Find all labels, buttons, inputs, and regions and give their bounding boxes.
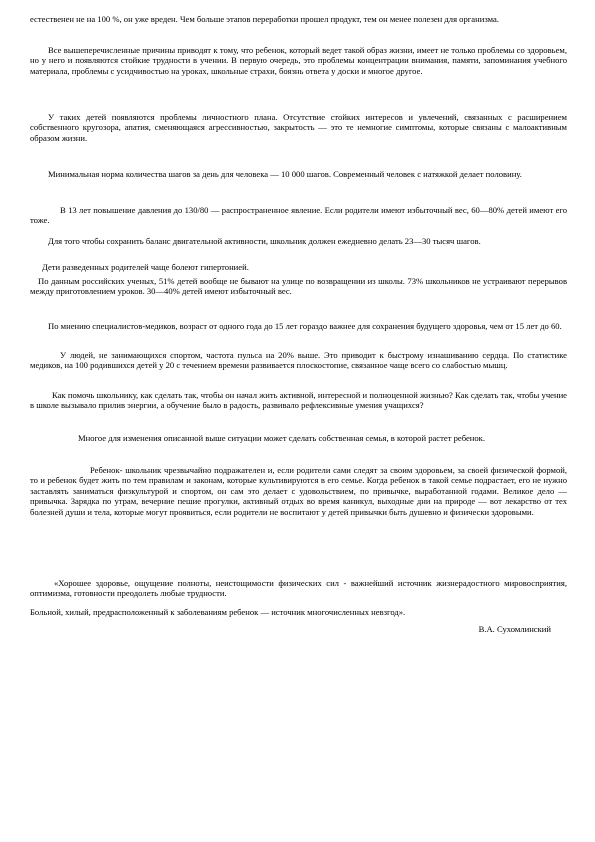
paragraph-12: Многое для изменения описанной выше ситуации может сделать собственная семья, в которой растет ребенок. [78, 433, 486, 443]
quote-paragraph-1: «Хорошее здоровье, ощущение полноты, неистощимости физических сил - важнейший источник жизнерадостного мировосприятия, оптимизма, готовности преодолеть любые трудности. [30, 578, 567, 599]
paragraph-6: Для того чтобы сохранить баланс двигательной активности, школьник должен ежедневно делать 23—30 тысяч шагов. [48, 236, 481, 246]
paragraph-8: По данным российских ученых, 51% детей вообще не бывают на улице по возвращении из школы. 73% школьников не устраивают перерывов между приготовлением уроков. 30—40% детей имеют избыточный вес. [30, 276, 567, 297]
paragraph-9: По мнению специалистов-медиков, возраст от одного года до 15 лет гораздо важнее для сохранения будущего здоровья, чем от 15 лет до 60. [48, 321, 562, 331]
paragraph-11: Как помочь школьнику, как сделать так, чтобы он начал жить активной, интересной и полноценной жизнью? Как сделать так, чтобы учение в школе вызывало прилив энергии, а обучение было в радость, развивало рефлексивные умения учащихся? [30, 390, 567, 411]
paragraph-4: Минимальная норма количества шагов за день для человека — 10 000 шагов. Современный человек с натяжкой делает половину. [48, 169, 522, 179]
paragraph-3: У таких детей появляются проблемы личностного плана. Отсутствие стойких интересов и увлечений, связанных с расширением собственного кругозора, апатия, сменяющаяся агрессивностью, закрытость — это те немногие симптомы, которые связаны с малоактивным образом жизни. [30, 112, 567, 143]
paragraph-7: Дети разведенных родителей чаще болеют гипертонией. [42, 262, 249, 272]
quote-author: В.А. Сухомлинский [478, 624, 551, 634]
paragraph-2: Все вышеперечисленные причины приводят к тому, что ребенок, который ведет такой образ жизни, имеет не только проблемы со здоровьем, но у него и появляются стойкие трудности в учении. В первую очередь, это проблемы концентрации внимания, памяти, запоминания учебного материала, проблемы с усидчивостью на уроках, школьные страхи, боязнь ответа у доски и многое другое. [30, 45, 567, 76]
paragraph-13: Ребенок- школьник чрезвычайно подражателен и, если родители сами следят за своим здоровьем, за своей физической формой, то и ребенок будет жить по тем правилам и законам, которые культивируются в его семье. Когда ребенок в такой семье подрастает, его не нужно заставлять заниматься физкультурой и спортом, он сам это делает с удовольствием, по привычке, выработанной годами. Великое дело — привычка. Зарядка по утрам, вечерние пешие прогулки, активный отдых во время каникул, выходные дни на природе — вот лекарство от тех болезней души и тела, которые могут проявиться, если родители не воспитают у детей привычки быть душевно и физически здоровыми. [30, 465, 567, 517]
quote-paragraph-2: Больной, хилый, предрасположенный к заболеваниям ребенок — источник многочисленных невзгод». [30, 607, 406, 617]
paragraph-5: В 13 лет повышение давления до 130/80 — распространенное явление. Если родители имеют избыточный вес, 60—80% детей имеют его тоже. [30, 205, 567, 226]
paragraph-10: У людей, не занимающихся спортом, частота пульса на 20% выше. Это приводит к быстрому изнашиванию сердца. По статистике медиков, на 100 родившихся детей у 20 с течением времени развивается плоскостопие, связанное чаще всего со слабостью мышц. [30, 350, 567, 371]
paragraph-1: естественен не на 100 %, он уже вреден. Чем больше этапов переработки прошел продукт, тем он менее полезен для организма. [30, 14, 499, 24]
